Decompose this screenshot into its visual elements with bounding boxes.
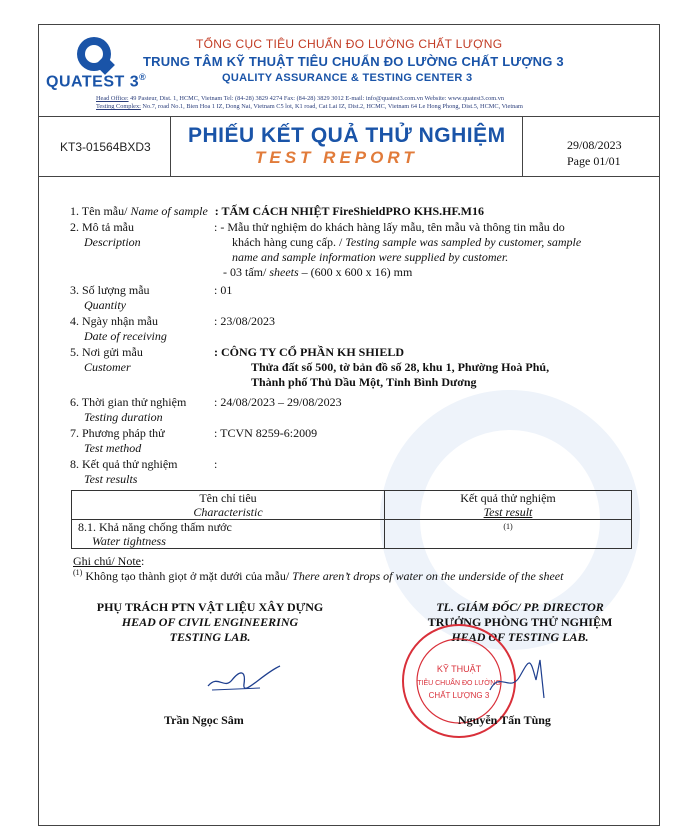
signer-right-name: Nguyễn Tấn Tùng bbox=[458, 713, 551, 727]
field-results-value: : bbox=[214, 457, 218, 471]
table-row bbox=[72, 520, 632, 549]
signature-right-icon bbox=[480, 650, 560, 710]
field-customer-label: 5. Nơi gửi mẫu Customer bbox=[70, 345, 143, 374]
org-line3: QUALITY ASSURANCE & TESTING CENTER 3 bbox=[222, 72, 473, 84]
field-results-label: 8. Kết quả thử nghiệm Test results bbox=[70, 457, 178, 486]
org-line2: TRUNG TÂM KỸ THUẬT TIÊU CHUẨN ĐO LƯỜNG CHẤT LƯỢNG 3 bbox=[143, 54, 564, 69]
logo-text: QUATEST 3® bbox=[46, 72, 147, 91]
signature-left-icon bbox=[200, 660, 290, 700]
org-line1: TỔNG CỤC TIÊU CHUẨN ĐO LƯỜNG CHẤT LƯỢNG bbox=[196, 37, 503, 51]
note-label: Ghi chú/ Note: bbox=[73, 554, 145, 568]
signer-left-name: Trần Ngọc Sâm bbox=[164, 713, 244, 727]
note-text: $^{(1)}$ Không tạo thành giọt ở mặt dưới của mẫu/ There aren’t drops of water on the underside of the sheet bbox=[73, 568, 564, 583]
signature-block-left: PHỤ TRÁCH PTN VẬT LIỆU XÂY DỰNG HEAD OF CIVIL ENGINEERING TESTING LAB. bbox=[96, 600, 324, 644]
stamp-line2: TIÊU CHUẨN ĐO LƯỜNG bbox=[417, 680, 501, 687]
field-method-value: : TCVN 8259-6:2009 bbox=[214, 426, 318, 440]
report-date: 29/08/2023 bbox=[567, 138, 622, 152]
stamp-line3: CHẤT LƯỢNG 3 bbox=[428, 691, 490, 700]
results-table bbox=[71, 490, 632, 549]
table-header-result: Kết quả thử nghiệm Test result bbox=[385, 491, 632, 520]
field-duration-label: 6. Thời gian thử nghiệm Testing duration bbox=[70, 395, 187, 424]
field-description-label: 2. Mô tả mẫu Description bbox=[70, 220, 141, 249]
field-method-label: 7. Phương pháp thử Test method bbox=[70, 426, 165, 455]
title-box-right bbox=[522, 117, 523, 176]
field-customer-value: : CÔNG TY CỔ PHẦN KH SHIELD Thửa đất số 500, tờ bản đồ số 28, khu 1, Phường Hoà Phú, Thành phố Thủ Dầu Một, Tỉnh Bình Dương bbox=[214, 345, 550, 389]
field-received-value: : 23/08/2023 bbox=[214, 314, 276, 328]
address-head-office: Head Office: 49 Pasteur, Dist. 1, HCMC, Vietnam Tel: (84-28) 3829 4274 Fax: (84-28) 3829 3012 E-mail: info@quatest3.com.vn Website: www.quatest3.com.vn bbox=[96, 95, 505, 102]
report-code: KT3-01564BXD3 bbox=[60, 140, 151, 154]
title-box-left bbox=[170, 117, 171, 176]
field-quantity-value: : 01 bbox=[214, 283, 233, 297]
signature-block-right: TL. GIÁM ĐỐC/ PP. DIRECTOR TRƯỞNG PHÒNG THỬ NGHIỆM HEAD OF TESTING LAB. bbox=[427, 600, 613, 644]
table-cell-characteristic: 8.1. Khả năng chống thấm nước Water tightness bbox=[72, 520, 385, 549]
field-sample-name: 1. Tên mẫu/ Name of sample : TẤM CÁCH NHIỆT FireShieldPRO KHS.HF.M16 bbox=[70, 204, 485, 218]
page-number: Page 01/01 bbox=[567, 154, 621, 168]
report-title-vn: PHIẾU KẾT QUẢ THỬ NGHIỆM bbox=[188, 124, 506, 147]
table-header-characteristic: Tên chỉ tiêu Characteristic bbox=[72, 491, 385, 520]
address-testing-complex: Testing Complex: No.7, road No.1, Bien Hoa 1 IZ, Dong Nai, Vietnam C5 lot, K1 road, Cat Lai IZ, Dist.2, HCMC, Vietnam 64 Le Hong Phong, Dist.5, HCMC, Vietnam bbox=[96, 103, 523, 110]
field-received-label: 4. Ngày nhận mẫu Date of receiving bbox=[70, 314, 167, 343]
stamp-line1: KỸ THUẬT bbox=[436, 664, 482, 674]
field-duration-value: : 24/08/2023 – 29/08/2023 bbox=[214, 395, 342, 409]
field-quantity-label: 3. Số lượng mẫu Quantity bbox=[70, 283, 150, 312]
header-divider bbox=[38, 116, 659, 117]
title-divider bbox=[38, 176, 659, 177]
table-header-row bbox=[72, 491, 632, 520]
table-cell-result: (1) bbox=[385, 520, 632, 549]
report-title-en: TEST REPORT bbox=[255, 148, 418, 167]
field-description-value: : - Mẫu thử nghiệm do khách hàng lấy mẫu, tên mẫu và thông tin mẫu do khách hàng cung cấp. / Testing sample was sampled by customer, sample name and sample information were supplied by customer. - 03 tấm/ sheets – (600 x 600 x 16) mm bbox=[214, 220, 582, 279]
